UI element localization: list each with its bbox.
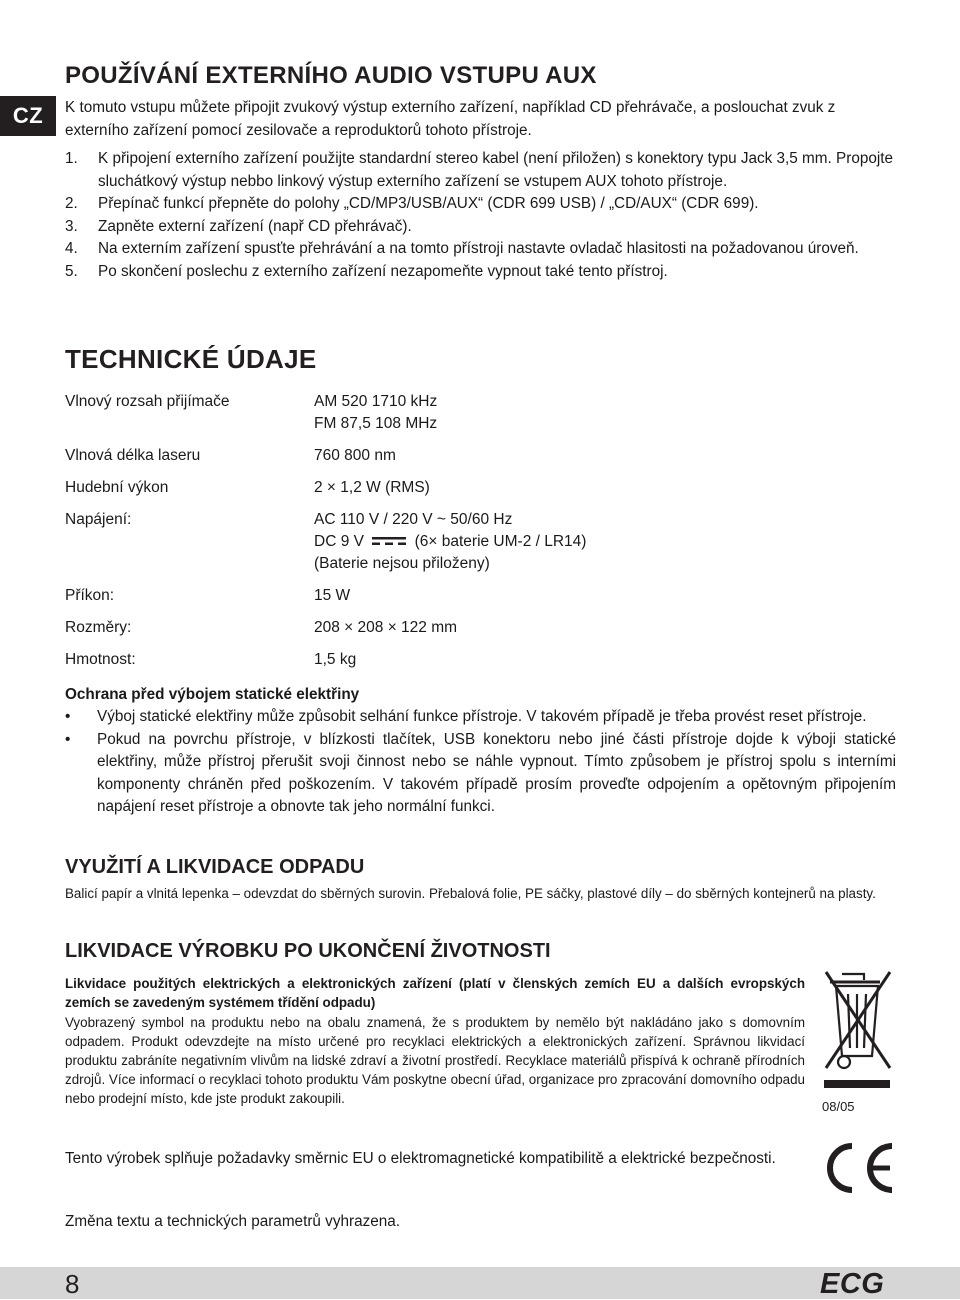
bullet: • — [65, 730, 71, 748]
step-number: 4. — [65, 240, 78, 257]
step-text: Zapněte externí zařízení (např CD přehrávač). — [98, 217, 412, 235]
waste-text: Balicí papír a vlnitá lepenka – odevzdat do sběrných surovin. Přebalová folie, PE sáčky, plastové díly – do sběrných kontejnerů na plasty. — [65, 886, 876, 901]
spec-label: Napájení: — [65, 511, 132, 528]
spec-value: 2 × 1,2 W (RMS) — [314, 479, 430, 496]
waste-section-title: VYUŽITÍ A LIKVIDACE ODPADU — [65, 856, 365, 878]
aux-intro-text: K tomuto vstupu můžete připojit zvukový výstup externího zařízení, například CD přehrávače, a poslouchat zvuk z externího zařízení pomocí zesilovače a reproduktorů tohoto přístroje. — [65, 99, 836, 139]
disposal-section-title: LIKVIDACE VÝROBKU PO UKONČENÍ ŽIVOTNOSTI — [65, 940, 551, 962]
tech-section-title: TECHNICKÉ ÚDAJE — [65, 344, 317, 374]
step-text: Po skončení poslechu z externího zařízení nezapomeňte vypnout také tento přístroj. — [98, 262, 668, 280]
spec-label: Hmotnost: — [65, 651, 136, 668]
step-number: 3. — [65, 217, 78, 235]
spec-value: 760 800 nm — [314, 447, 396, 464]
bullet-text: Výboj statické elektřiny může způsobit selhání funkce přístroje. V takovém případě je třeba provést reset přístroje. — [97, 708, 867, 725]
brand-logo: ECG — [820, 1268, 885, 1300]
change-note: Změna textu a technických parametrů vyhrazena. — [65, 1213, 400, 1230]
dc-symbol-icon — [372, 536, 406, 546]
spec-label: Hudební výkon — [65, 479, 169, 496]
disposal-bold-text: Likvidace použitých elektrických a elektronických zařízení (platí v členských zemích EU a dalších evropských zemích se zavedeným systémem třídění odpadu) — [65, 976, 805, 1010]
language-tab: CZ — [0, 96, 56, 136]
crossed-out-wheelie-bin-icon — [818, 968, 896, 1096]
step-number: 2. — [65, 195, 78, 212]
list-item — [65, 238, 896, 261]
spec-value: 1,5 kg — [314, 651, 357, 668]
spec-value-dc — [314, 531, 586, 553]
footer-bar — [0, 1267, 960, 1299]
list-item — [65, 216, 896, 239]
weee-date: 08/05 — [822, 1099, 855, 1114]
battery-spec: (6× baterie UM-2 / LR14) — [414, 533, 587, 550]
emc-text: Tento výrobek splňuje požadavky směrnic EU o elektromagnetické kompatibilitě a elektrické bezpečnosti. — [65, 1150, 776, 1167]
bullet-text: Pokud na povrchu přístroje, v blízkosti tlačítek, USB konektoru nebo jiné části přístroje dojde k výboji statické elektřiny, může přístroj přerušit svoji činnost nebo se náhle vypnout. Tímto způsobem je přístroj spolu s interními komponenty chráněn před poškozením. V takovém případě prosím proveďte odpojením a opětovným připojením napájení reset přístroje a obnovte tak jeho normální funkci. — [97, 730, 896, 815]
step-text: Přepínač funkcí přepněte do polohy „CD/MP3/USB/AUX“ (CDR 699 USB) / „CD/AUX“ (CDR 699). — [98, 195, 759, 212]
spec-label: Rozměry: — [65, 619, 132, 636]
esd-title: Ochrana před výbojem statické elektřiny — [65, 686, 360, 703]
list-item — [65, 706, 896, 729]
spec-value-note: (Baterie nejsou přiloženy) — [314, 555, 490, 572]
step-number: 1. — [65, 150, 78, 167]
list-item — [65, 148, 896, 193]
dc-voltage: DC 9 V — [314, 533, 364, 550]
page-number: 8 — [65, 1269, 80, 1299]
spec-value: AM 520 1710 kHz — [314, 393, 438, 410]
step-number: 5. — [65, 262, 78, 280]
spec-value: 15 W — [314, 587, 351, 604]
ce-mark-icon — [818, 1140, 896, 1196]
spec-label: Příkon: — [65, 587, 115, 604]
spec-value: AC 110 V / 220 V ~ 50/60 Hz — [314, 511, 513, 528]
step-text: K připojení externího zařízení použijte standardní stereo kabel (není přiložen) s konektory typu Jack 3,5 mm. Propojte sluchátkový výstup nebbo linkový výstup externího zařízení se vstupem AUX tohoto přístroje. — [98, 150, 894, 190]
aux-steps-list — [65, 148, 896, 283]
list-item — [65, 729, 896, 819]
bullet: • — [65, 708, 71, 725]
step-text: Na externím zařízení spusťte přehrávání a na tomto přístroji nastavte ovladač hlasitosti na požadovanou úroveň. — [98, 240, 859, 257]
esd-bullets — [65, 706, 896, 819]
list-item — [65, 193, 896, 216]
list-item — [65, 261, 896, 284]
spec-label: Vlnová délka laseru — [65, 447, 201, 464]
spec-value: 208 × 208 × 122 mm — [314, 619, 458, 636]
spec-value: FM 87,5 108 MHz — [314, 415, 438, 432]
disposal-text: Vyobrazený symbol na produktu nebo na obalu znamená, že s produktem by nemělo být nakládáno jako s domovním odpadem. Produkt odevzdejte na místo určené pro recyklaci elektrických a elektronických zařízení. Správnou likvidací produktu zabráníte negativním vlivům na lidské zdraví a životní prostředí. Recyklace materiálů přispívá k ochraně přírodních zdrojů. Více informací o recyklaci tohoto produktu Vám poskytne obecní úřad, organizace pro zpracování domovního odpadu nebo prodejní místo, kde jste produkt zakoupili. — [65, 1015, 805, 1106]
spec-label: Vlnový rozsah přijímače — [65, 393, 230, 410]
aux-section-title: POUŽÍVÁNÍ EXTERNÍHO AUDIO VSTUPU AUX — [65, 62, 597, 89]
